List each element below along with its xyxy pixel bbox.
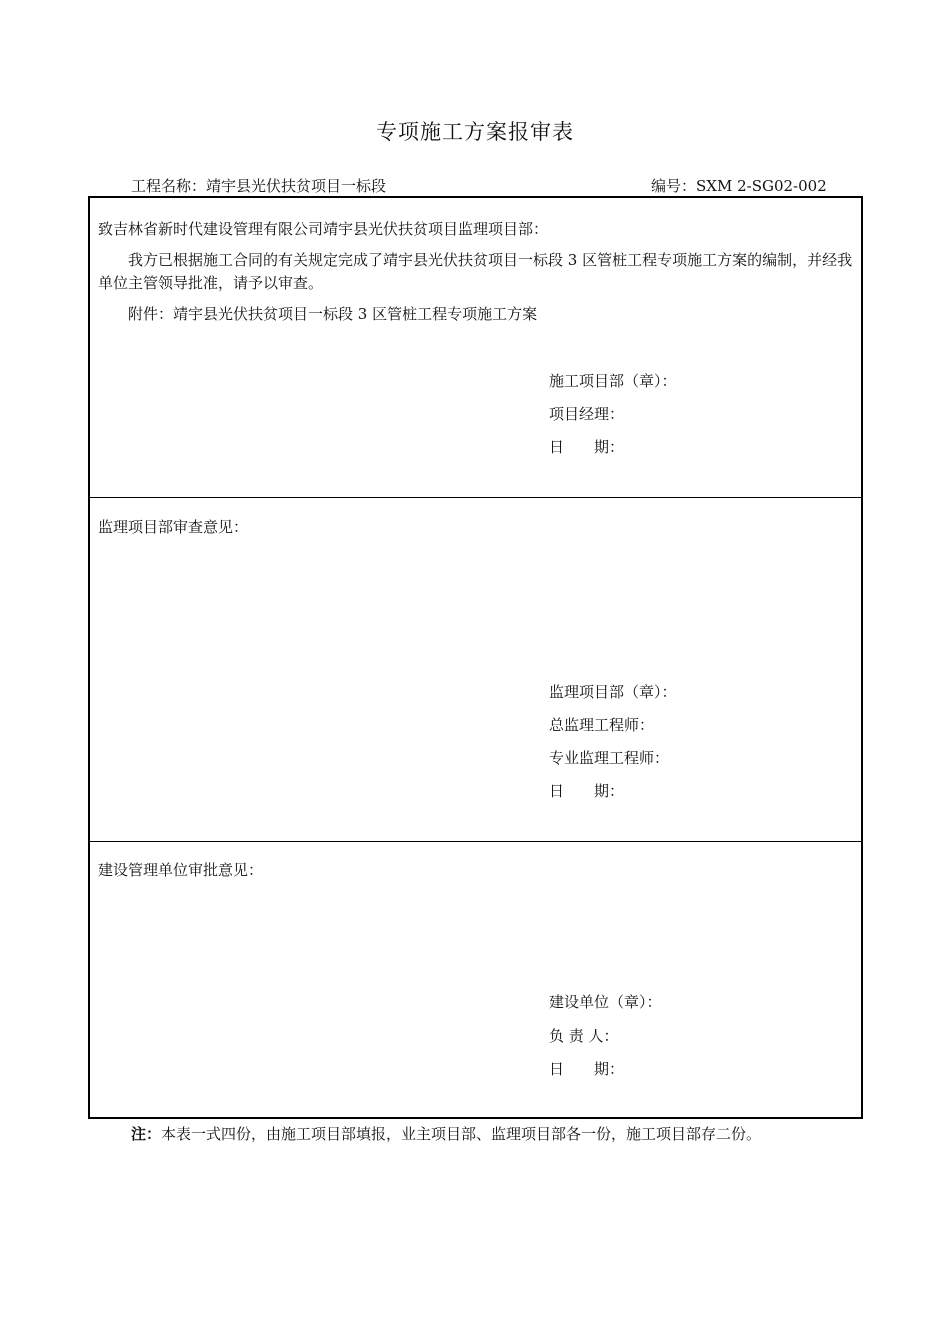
addressee-line: 致吉林省新时代建设管理有限公司靖宇县光伏扶贫项目监理项目部： [98,220,549,238]
owner-approval-heading: 建设管理单位审批意见： [98,861,264,879]
document-title: 专项施工方案报审表 [376,120,574,144]
submission-body: 我方已根据施工合同的有关规定完成了靖宇县光伏扶贫项目一标段 3 区管桩工程专项施工方案的编制，并经我单位主管领导批准，请予以审查。 [98,251,853,292]
responsible-person-label: 负 责 人： [549,1027,619,1045]
specialist-supervisor-label: 专业监理工程师： [549,749,670,767]
footer-note [131,1123,761,1144]
note-label: 注： [131,1125,162,1143]
note-text: 本表一式四份，由施工项目部填报，业主项目部、监理项目部各一份，施工项目部存二份。 [161,1125,762,1143]
approval-form [88,196,863,1119]
owner-seal-label: 建设单位（章）： [549,993,662,1011]
date-label: 日 期： [549,1060,625,1078]
document-code: 编号：SXM 2-SG02-002 [651,177,827,195]
owner-approval-section [90,841,861,1118]
contractor-submission-section [90,198,861,497]
supervision-review-section [90,497,861,842]
project-manager-label: 项目经理： [549,405,625,423]
project-name: 工程名称：靖宇县光伏扶贫项目一标段 [131,177,387,195]
date-label: 日 期： [549,782,625,800]
supervision-review-heading: 监理项目部审查意见： [98,518,249,536]
supervision-dept-seal-label: 监理项目部（章）： [549,683,677,701]
chief-supervisor-label: 总监理工程师： [549,716,655,734]
construction-dept-seal-label: 施工项目部（章）： [549,372,677,390]
attachment-line: 附件：靖宇县光伏扶贫项目一标段 3 区管桩工程专项施工方案 [128,305,538,323]
date-label: 日 期： [549,438,625,456]
